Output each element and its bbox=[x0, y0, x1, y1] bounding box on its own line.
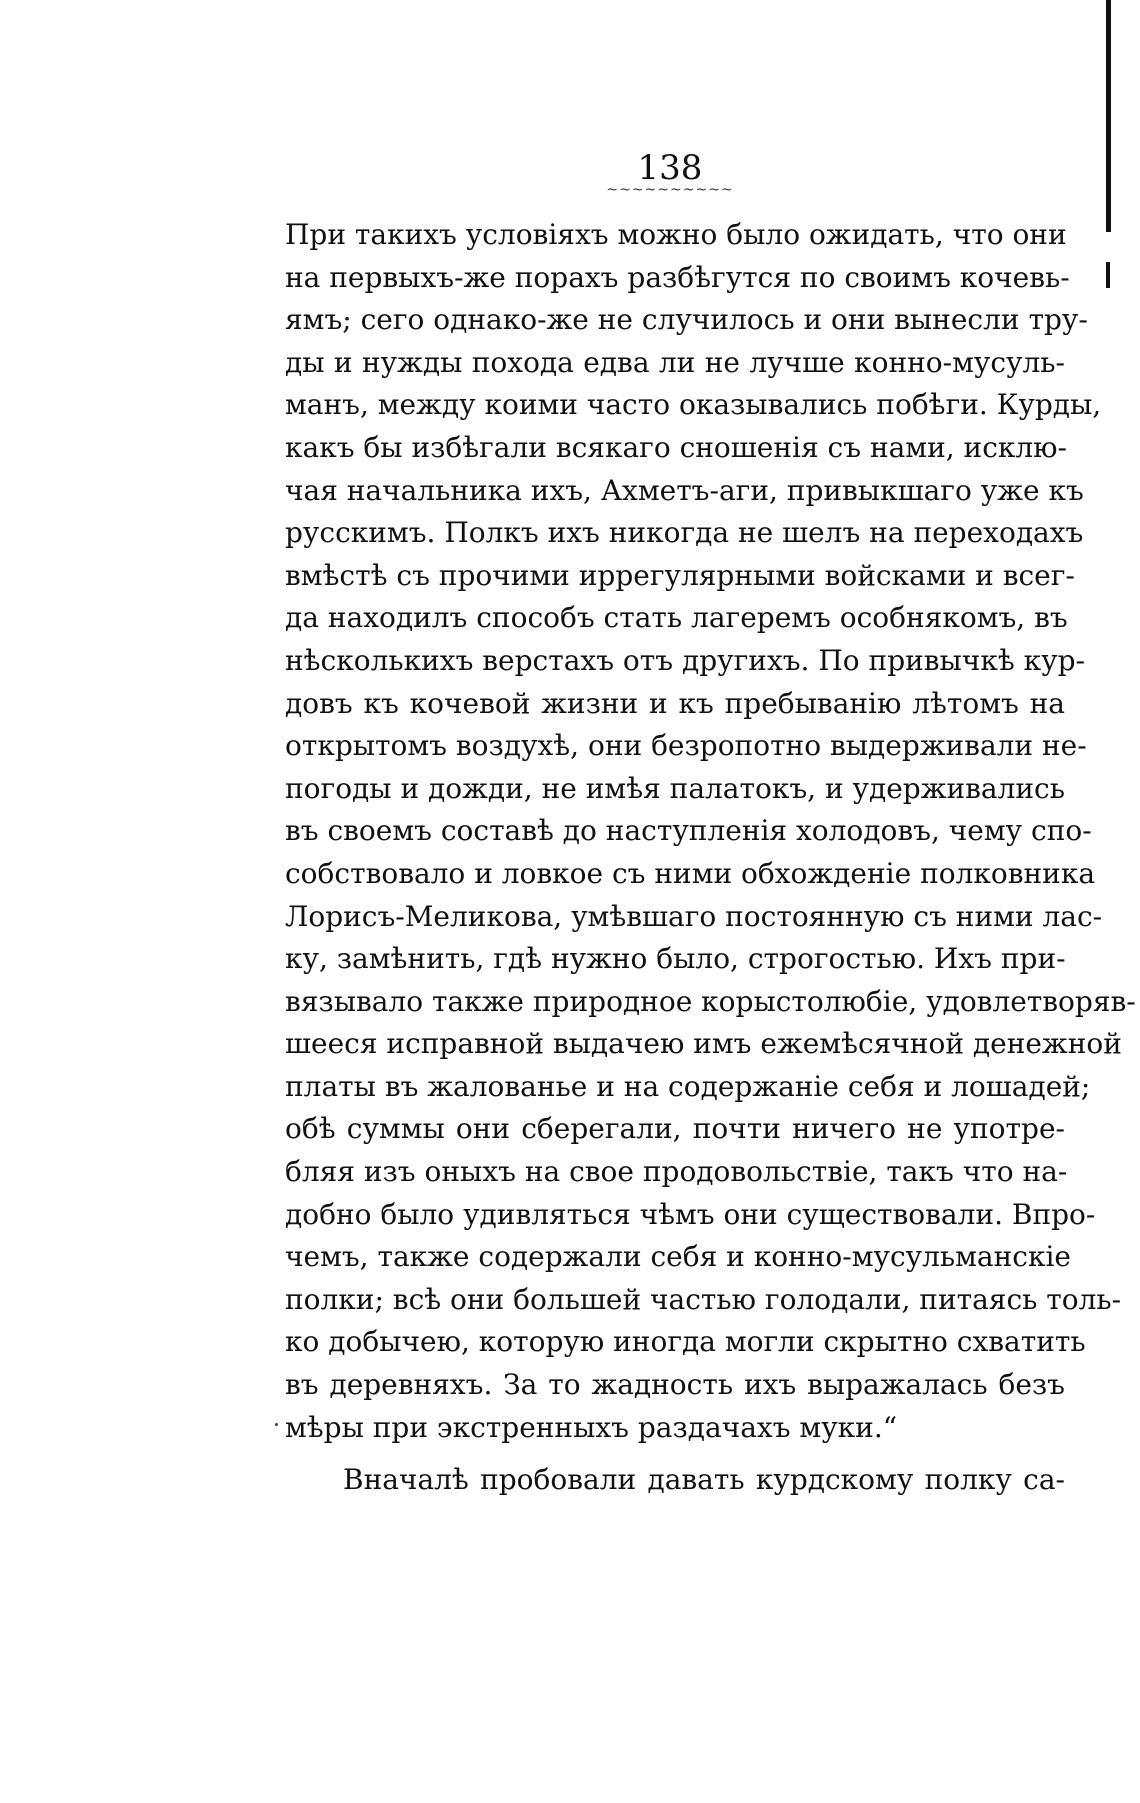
paragraph bbox=[285, 1459, 1065, 1502]
text-line: чая начальника ихъ, Ахметъ-аги, привыкшаго уже къ bbox=[285, 473, 1084, 507]
text-line: ды и нужды похода едва ли не лучше конно-мусуль- bbox=[285, 345, 1065, 379]
text-line: обѣ суммы они сберегали, почти ничего не употре- bbox=[285, 1112, 1065, 1146]
text-line: ямъ; сего однако-же не случилось и они вынесли тру- bbox=[285, 303, 1088, 337]
text-line: мѣры при экстренныхъ раздачахъ муки.“ bbox=[285, 1410, 898, 1444]
paragraph-gap bbox=[285, 1449, 1065, 1459]
text-line: платы въ жалованье и на содержаніе себя и лошадей; bbox=[285, 1069, 1091, 1103]
text-line: русскимъ. Полкъ ихъ никогда не шелъ на переходахъ bbox=[285, 516, 1084, 550]
text-line: Лорисъ-Меликова, умѣвшаго постоянную съ ними лас- bbox=[285, 899, 1103, 933]
page-number-ornament: ~~~~~~~~~~ bbox=[606, 182, 734, 198]
text-line: ку, замѣнить, гдѣ нужно было, строгостью. Ихъ при- bbox=[285, 942, 1066, 976]
text-line: полки; всѣ они большей частью голодали, питаясь толь- bbox=[285, 1282, 1122, 1316]
text-line: какъ бы избѣгали всякаго сношенія съ нами, исклю- bbox=[285, 430, 1068, 464]
text-line: вязывало также природное корыстолюбіе, удовлетворяв- bbox=[285, 984, 1136, 1018]
text-line: вмѣстѣ съ прочими иррегулярными войсками и всег- bbox=[285, 558, 1075, 592]
text-line: погоды и дожди, не имѣя палатокъ, и удерживались bbox=[285, 771, 1065, 805]
text-line: манъ, между коими часто оказывались побѣги. Курды, bbox=[285, 388, 1102, 422]
body-text bbox=[285, 214, 1136, 1502]
text-line: шееся исправной выдачею имъ ежемѣсячной денежной bbox=[285, 1027, 1122, 1061]
text-line: При такихъ условіяхъ можно было ожидать, что они bbox=[285, 218, 1067, 251]
text-line: нѣсколькихъ верстахъ отъ другихъ. По привычкѣ кур- bbox=[285, 643, 1085, 677]
text-line: довъ къ кочевой жизни и къ пребыванію лѣтомъ на bbox=[285, 686, 1065, 720]
text-line: открытомъ воздухѣ, они безропотно выдерживали не- bbox=[285, 729, 1087, 763]
text-line: собствовало и ловкое съ ними обхожденіе полковника bbox=[285, 856, 1096, 890]
text-line: Вначалѣ пробовали давать курдскому полку са- bbox=[343, 1463, 1065, 1497]
text-line: въ своемъ составѣ до наступленія холодовъ, чему спо- bbox=[285, 814, 1092, 848]
print-speck bbox=[275, 1423, 278, 1426]
text-line: бляя изъ оныхъ на свое продовольствіе, такъ что на- bbox=[285, 1155, 1068, 1189]
text-line: ко добычею, которую иногда могли скрытно схватить bbox=[285, 1325, 1086, 1359]
text-line: да находилъ способъ стать лагеремъ особнякомъ, въ bbox=[285, 601, 1068, 635]
page-edge-line bbox=[1106, 0, 1111, 232]
page-edge-line-lower bbox=[1106, 262, 1110, 288]
text-line: добно было удивляться чѣмъ они существовали. Впро- bbox=[285, 1197, 1096, 1231]
page-number: 138 bbox=[637, 148, 703, 188]
text-line: чемъ, также содержали себя и конно-мусульманскіе bbox=[285, 1240, 1071, 1274]
text-line: въ деревняхъ. За то жадность ихъ выражалась безъ bbox=[285, 1368, 1065, 1402]
paragraph bbox=[285, 214, 1136, 1449]
text-line: на первыхъ-же порахъ разбѣгутся по своимъ кочевь- bbox=[285, 260, 1070, 294]
